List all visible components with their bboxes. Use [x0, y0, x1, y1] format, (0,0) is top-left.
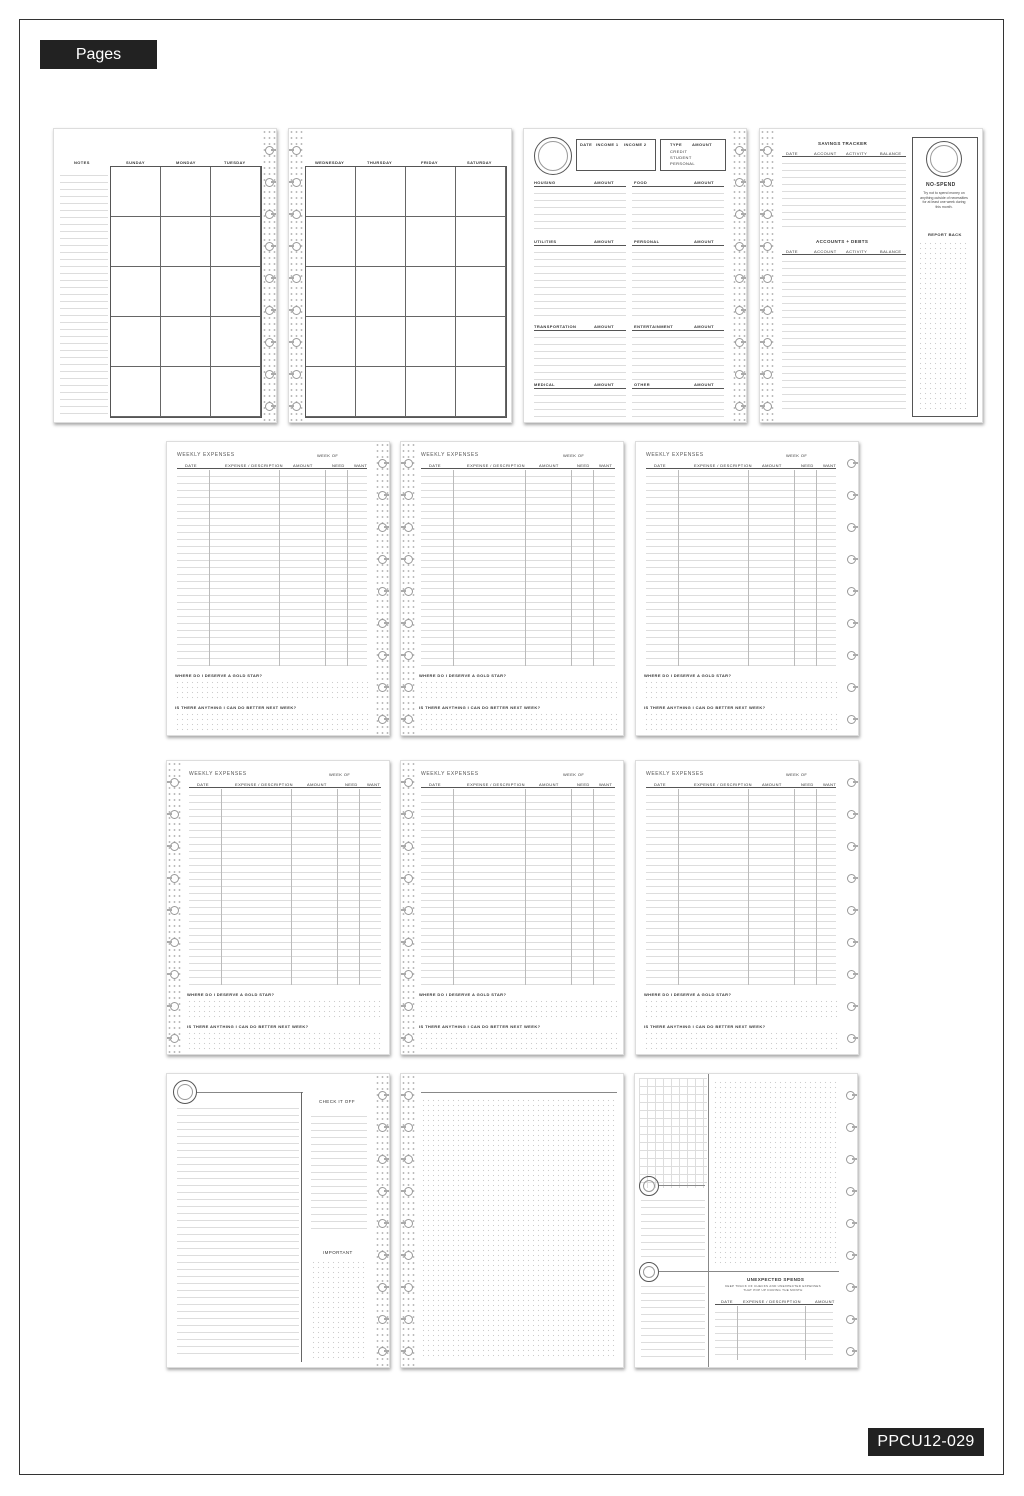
gold-star-prompt: WHERE DO I DESERVE A GOLD STAR? — [419, 992, 507, 997]
unexpected-spends-page — [634, 1073, 858, 1368]
no-spend-stamp-icon — [926, 141, 962, 177]
notes-label: NOTES — [74, 160, 90, 165]
week-of-label: WEEK OF — [786, 772, 808, 777]
amount-label: AMOUNT — [694, 324, 714, 329]
budget-stamp-icon — [534, 137, 572, 175]
section-stamp-icon — [639, 1262, 659, 1282]
col-label: AMOUNT — [293, 463, 313, 468]
accounts-col: ACTIVITY — [846, 249, 868, 254]
weekly-title: WEEKLY EXPENSES — [177, 452, 235, 458]
savings-col: ACTIVITY — [846, 151, 868, 156]
col-label: EXPENSE / DESCRIPTION — [467, 782, 525, 787]
income-col: DATE — [580, 142, 593, 147]
col-label: EXPENSE / DESCRIPTION — [225, 463, 283, 468]
day-label: TUESDAY — [224, 160, 246, 165]
savings-page — [759, 128, 983, 423]
category-label: OTHER — [634, 382, 650, 387]
do-better-prompt: IS THERE ANYTHING I CAN DO BETTER NEXT WEEK? — [644, 705, 766, 710]
accounts-col: DATE — [786, 249, 798, 254]
col-label: AMOUNT — [762, 463, 782, 468]
gold-star-prompt: WHERE DO I DESERVE A GOLD STAR? — [644, 992, 732, 997]
gold-star-prompt: WHERE DO I DESERVE A GOLD STAR? — [419, 673, 507, 678]
day-label: FRIDAY — [421, 160, 438, 165]
category-label: ENTERTAINMENT — [634, 324, 674, 329]
col-label: NEED — [801, 782, 814, 787]
debt-row: PERSONAL — [670, 161, 695, 166]
week-of-label: WEEK OF — [786, 453, 808, 458]
do-better-prompt: IS THERE ANYTHING I CAN DO BETTER NEXT WEEK? — [419, 1024, 541, 1029]
weekly-expenses-page — [635, 441, 859, 736]
col-label: DATE — [429, 782, 441, 787]
col-label: AMOUNT — [762, 782, 782, 787]
income-col: INCOME 2 — [624, 142, 647, 147]
week-of-label: WEEK OF — [317, 453, 339, 458]
weekly-title: WEEKLY EXPENSES — [189, 771, 247, 777]
debt-row: STUDENT — [670, 155, 692, 160]
col-label: DATE — [197, 782, 209, 787]
category-label: HOUSING — [534, 180, 556, 185]
col-label: EXPENSE / DESCRIPTION — [235, 782, 293, 787]
gold-star-prompt: WHERE DO I DESERVE A GOLD STAR? — [644, 673, 732, 678]
debt-col: AMOUNT — [692, 142, 712, 147]
weekly-title: WEEKLY EXPENSES — [421, 452, 479, 458]
amount-label: AMOUNT — [594, 180, 614, 185]
amount-label: AMOUNT — [594, 324, 614, 329]
col-label: EXPENSE / DESCRIPTION — [694, 463, 752, 468]
savings-col: DATE — [786, 151, 798, 156]
category-label: PERSONAL — [634, 239, 660, 244]
no-spend-title: NO-SPEND — [926, 182, 956, 188]
gold-star-prompt: WHERE DO I DESERVE A GOLD STAR? — [187, 992, 275, 997]
do-better-prompt: IS THERE ANYTHING I CAN DO BETTER NEXT WEEK? — [175, 705, 297, 710]
check-it-off-label: CHECK IT OFF — [319, 1099, 355, 1104]
week-of-label: WEEK OF — [329, 772, 351, 777]
amount-label: AMOUNT — [694, 239, 714, 244]
col-label: EXPENSE / DESCRIPTION — [743, 1299, 801, 1304]
amount-label: AMOUNT — [594, 382, 614, 387]
budget-page — [523, 128, 747, 423]
col-label: AMOUNT — [307, 782, 327, 787]
debt-row: CREDIT — [670, 149, 688, 154]
col-label: WANT — [367, 782, 381, 787]
notes-stamp-icon — [173, 1080, 197, 1104]
amount-label: AMOUNT — [594, 239, 614, 244]
col-label: WANT — [599, 463, 613, 468]
col-label: NEED — [345, 782, 358, 787]
day-label: MONDAY — [176, 160, 196, 165]
accounts-col: BALANCE — [880, 249, 902, 254]
monthly-left-page — [53, 128, 277, 423]
notes-lines — [60, 169, 108, 414]
col-label: DATE — [721, 1299, 733, 1304]
day-label: WEDNESDAY — [315, 160, 345, 165]
graph-grid — [639, 1078, 707, 1188]
col-label: WANT — [354, 463, 368, 468]
weekly-title: WEEKLY EXPENSES — [646, 452, 704, 458]
weekly-expenses-page — [635, 760, 859, 1055]
monthly-right-page — [288, 128, 512, 423]
col-label: AMOUNT — [815, 1299, 835, 1304]
savings-col: ACCOUNT — [814, 151, 837, 156]
col-label: DATE — [654, 463, 666, 468]
col-label: DATE — [654, 782, 666, 787]
no-spend-text: Try not to spend money on anything outside of necessities for at least one week during this month. — [920, 191, 968, 209]
important-label: IMPORTANT — [323, 1250, 353, 1255]
notes-checklist-page — [166, 1073, 390, 1368]
col-label: AMOUNT — [539, 782, 559, 787]
binder-rings — [262, 129, 276, 422]
savings-col: BALANCE — [880, 151, 902, 156]
do-better-prompt: IS THERE ANYTHING I CAN DO BETTER NEXT WEEK? — [644, 1024, 766, 1029]
category-label: MEDICAL — [534, 382, 556, 387]
col-label: WANT — [823, 782, 837, 787]
category-label: FOOD — [634, 180, 648, 185]
weekly-expenses-page — [166, 441, 390, 736]
do-better-prompt: IS THERE ANYTHING I CAN DO BETTER NEXT WEEK? — [419, 705, 541, 710]
weekly-expenses-page — [400, 760, 624, 1055]
col-label: AMOUNT — [539, 463, 559, 468]
amount-label: AMOUNT — [694, 180, 714, 185]
dot-grid-page — [400, 1073, 624, 1368]
col-label: NEED — [577, 782, 590, 787]
col-label: DATE — [185, 463, 197, 468]
col-label: WANT — [823, 463, 837, 468]
day-label: THURSDAY — [367, 160, 393, 165]
weekly-expenses-page — [400, 441, 624, 736]
accounts-col: ACCOUNT — [814, 249, 837, 254]
day-label: SUNDAY — [126, 160, 145, 165]
checklist — [311, 1110, 367, 1232]
weekly-title: WEEKLY EXPENSES — [646, 771, 704, 777]
weekly-title: WEEKLY EXPENSES — [421, 771, 479, 777]
calendar-grid — [110, 166, 262, 418]
debt-col: TYPE — [670, 142, 683, 147]
week-of-label: WEEK OF — [563, 453, 585, 458]
col-label: NEED — [332, 463, 345, 468]
col-label: DATE — [429, 463, 441, 468]
do-better-prompt: IS THERE ANYTHING I CAN DO BETTER NEXT WEEK? — [187, 1024, 309, 1029]
week-of-label: WEEK OF — [563, 772, 585, 777]
report-back-label: REPORT BACK — [928, 232, 962, 237]
col-label: NEED — [801, 463, 814, 468]
calendar-grid — [305, 166, 507, 418]
category-label: TRANSPORTATION — [534, 324, 577, 329]
category-label: UTILITIES — [534, 239, 557, 244]
unexpected-title: UNEXPECTED SPENDS — [747, 1277, 805, 1282]
col-label: NEED — [577, 463, 590, 468]
section-stamp-icon — [639, 1176, 659, 1196]
amount-label: AMOUNT — [694, 382, 714, 387]
col-label: EXPENSE / DESCRIPTION — [694, 782, 752, 787]
income-col: INCOME 1 — [596, 142, 619, 147]
col-label: WANT — [599, 782, 613, 787]
accounts-title: ACCOUNTS + DEBTS — [816, 239, 869, 244]
pages-title: Pages — [40, 40, 157, 69]
unexpected-subtitle: KEEP TRACK OF CHECKS AND UNEXPECTED EXPENSES THAT POP UP DURING THE MONTH — [725, 1284, 821, 1292]
gold-star-prompt: WHERE DO I DESERVE A GOLD STAR? — [175, 673, 263, 678]
product-code: PPCU12-029 — [868, 1428, 984, 1456]
col-label: EXPENSE / DESCRIPTION — [467, 463, 525, 468]
day-label: SATURDAY — [467, 160, 492, 165]
weekly-expenses-page — [166, 760, 390, 1055]
savings-title: SAVINGS TRACKER — [818, 141, 868, 146]
